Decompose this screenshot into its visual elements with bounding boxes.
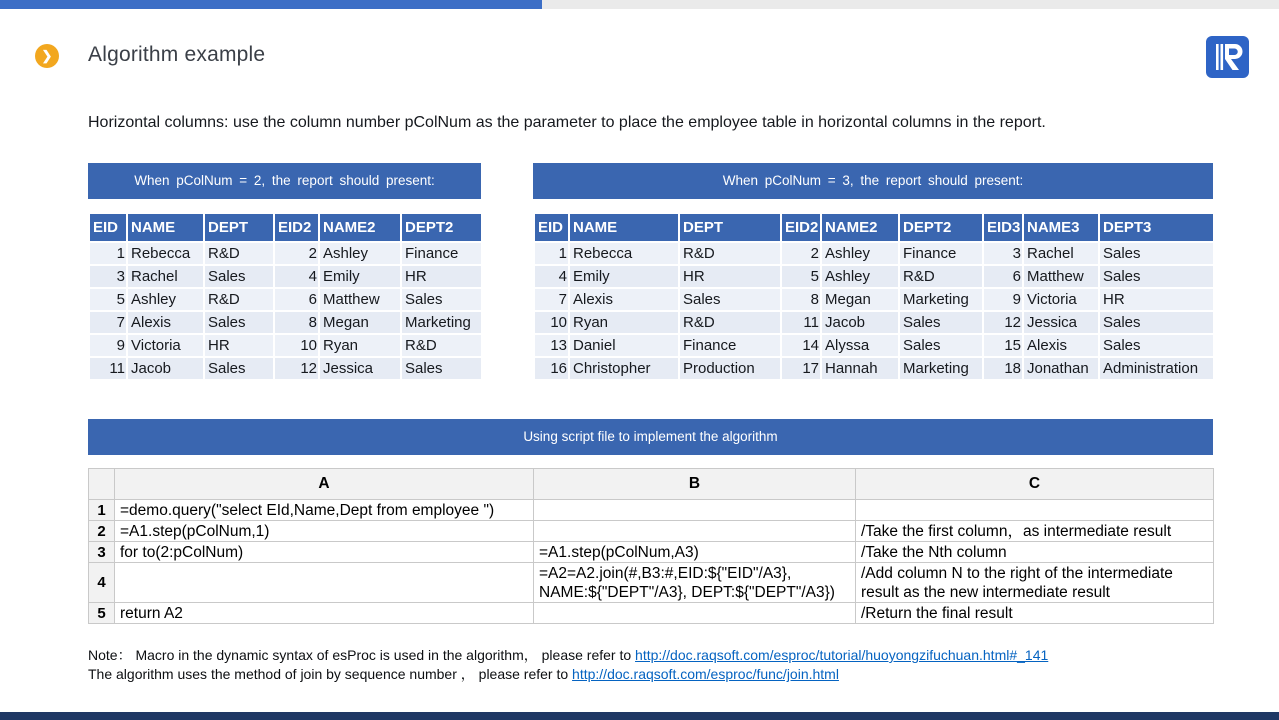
table-row [89, 311, 482, 334]
text-cell: HR [401, 265, 482, 288]
cell-b2 [534, 521, 856, 542]
text-cell: Alexis [569, 288, 679, 311]
text-cell: Hannah [821, 357, 899, 380]
text-cell: Emily [319, 265, 401, 288]
text-cell: Jessica [319, 357, 401, 380]
row-number: 4 [89, 563, 115, 603]
text-cell: Matthew [1023, 265, 1099, 288]
text-cell: Rachel [127, 265, 204, 288]
cell-b5 [534, 603, 856, 624]
eid-cell: 10 [534, 311, 569, 334]
note-line1-text: Note： Macro in the dynamic syntax of esProc is used in the algorithm， please refer to [88, 647, 636, 663]
grid-row [89, 500, 1214, 521]
text-cell: R&D [679, 242, 781, 265]
eid-cell: 11 [781, 311, 821, 334]
text-cell: Daniel [569, 334, 679, 357]
text-cell: Sales [1099, 265, 1214, 288]
text-cell: Rebecca [569, 242, 679, 265]
text-cell: R&D [204, 288, 274, 311]
pcolnum3-banner: When pColNum = 3, the report should present: [533, 163, 1213, 199]
text-cell: Christopher [569, 357, 679, 380]
cell-c2: /Take the first column，as intermediate result [856, 521, 1214, 542]
text-cell: Jacob [127, 357, 204, 380]
cell-a3: for to(2:pColNum) [115, 542, 534, 563]
eid-cell: 17 [781, 357, 821, 380]
cell-c3: /Take the Nth column [856, 542, 1214, 563]
cell-a4 [115, 563, 534, 603]
table-row [534, 288, 1214, 311]
pcolnum3-section [533, 163, 1213, 381]
text-cell: Alexis [127, 311, 204, 334]
row-number: 5 [89, 603, 115, 624]
header-row [89, 213, 482, 242]
text-cell: Ashley [319, 242, 401, 265]
column-header: DEPT2 [899, 213, 983, 242]
eid-cell: 5 [781, 265, 821, 288]
eid-cell: 18 [983, 357, 1023, 380]
text-cell: R&D [899, 265, 983, 288]
row-number: 2 [89, 521, 115, 542]
grid-corner-cell [89, 469, 115, 500]
footer-bar [0, 712, 1279, 720]
cell-a1: =demo.query("select EId,Name,Dept from employee ") [115, 500, 534, 521]
grid-column-header: A [115, 469, 534, 500]
column-header: EID3 [983, 213, 1023, 242]
note-block [88, 646, 1228, 684]
eid-cell: 15 [983, 334, 1023, 357]
column-header: EID2 [274, 213, 319, 242]
text-cell: Emily [569, 265, 679, 288]
top-accent-bar-blue [0, 0, 542, 9]
grid-row [89, 521, 1214, 542]
pcolnum2-banner: When pColNum = 2, the report should present: [88, 163, 481, 199]
column-header: EID2 [781, 213, 821, 242]
eid-cell: 6 [983, 265, 1023, 288]
header-row [534, 213, 1214, 242]
chevron-circle-icon: ❯ [35, 44, 59, 68]
employee-table-2 [88, 212, 483, 381]
text-cell: R&D [204, 242, 274, 265]
text-cell: Sales [899, 311, 983, 334]
text-cell: Matthew [319, 288, 401, 311]
text-cell: Victoria [127, 334, 204, 357]
grid-row [89, 542, 1214, 563]
page-title: Algorithm example [88, 43, 266, 66]
text-cell: HR [204, 334, 274, 357]
raqsoft-logo [1205, 36, 1250, 78]
eid-cell: 5 [89, 288, 127, 311]
text-cell: Ashley [821, 265, 899, 288]
eid-cell: 8 [781, 288, 821, 311]
eid-cell: 3 [89, 265, 127, 288]
note-line2-text: The algorithm uses the method of join by sequence number ， please refer to [88, 666, 573, 682]
grid-column-header: B [534, 469, 856, 500]
column-header: DEPT2 [401, 213, 482, 242]
text-cell: Administration [1099, 357, 1214, 380]
eid-cell: 12 [983, 311, 1023, 334]
eid-cell: 2 [274, 242, 319, 265]
top-accent-bar-gray [542, 0, 1279, 9]
note-line2-link[interactable]: http://doc.raqsoft.com/esproc/func/join.html [572, 666, 839, 682]
text-cell: Alyssa [821, 334, 899, 357]
cell-b1 [534, 500, 856, 521]
pcolnum2-section [88, 163, 481, 381]
grid-column-header: C [856, 469, 1214, 500]
eid-cell: 9 [89, 334, 127, 357]
table-row [89, 242, 482, 265]
table-row [534, 265, 1214, 288]
cell-b3: =A1.step(pColNum,A3) [534, 542, 856, 563]
column-header: EID [89, 213, 127, 242]
column-header: NAME [127, 213, 204, 242]
table-row [534, 334, 1214, 357]
table-row [89, 357, 482, 380]
eid-cell: 16 [534, 357, 569, 380]
text-cell: Rebecca [127, 242, 204, 265]
script-grid [88, 468, 1214, 624]
column-header: NAME [569, 213, 679, 242]
cell-a2: =A1.step(pColNum,1) [115, 521, 534, 542]
column-header: EID [534, 213, 569, 242]
cell-c1 [856, 500, 1214, 521]
text-cell: R&D [401, 334, 482, 357]
text-cell: Production [679, 357, 781, 380]
text-cell: Sales [204, 357, 274, 380]
note-line1-link[interactable]: http://doc.raqsoft.com/esproc/tutorial/huoyongzifuchuan.html#_141 [635, 647, 1049, 663]
column-header: DEPT3 [1099, 213, 1214, 242]
column-header: DEPT [679, 213, 781, 242]
table-row [534, 357, 1214, 380]
text-cell: Sales [204, 265, 274, 288]
text-cell: Jessica [1023, 311, 1099, 334]
text-cell: Rachel [1023, 242, 1099, 265]
text-cell: Sales [401, 288, 482, 311]
text-cell: HR [1099, 288, 1214, 311]
text-cell: Ashley [127, 288, 204, 311]
grid-row [89, 603, 1214, 624]
text-cell: Sales [1099, 334, 1214, 357]
eid-cell: 7 [89, 311, 127, 334]
eid-cell: 14 [781, 334, 821, 357]
column-header: DEPT [204, 213, 274, 242]
table-row [89, 265, 482, 288]
column-header: NAME3 [1023, 213, 1099, 242]
table-row [534, 311, 1214, 334]
text-cell: Sales [899, 334, 983, 357]
script-banner: Using script file to implement the algorithm [88, 419, 1213, 455]
text-cell: R&D [679, 311, 781, 334]
eid-cell: 1 [534, 242, 569, 265]
text-cell: Marketing [401, 311, 482, 334]
cell-b4: =A2=A2.join(#,B3:#,EID:${"EID"/A3}, NAME:${"DEPT"/A3}, DEPT:${"DEPT"/A3}) [534, 563, 856, 603]
text-cell: Sales [1099, 242, 1214, 265]
text-cell: Ryan [319, 334, 401, 357]
eid-cell: 12 [274, 357, 319, 380]
eid-cell: 4 [274, 265, 319, 288]
description: Horizontal columns: use the column number pColNum as the parameter to place the employee table in horizontal columns in the report. [88, 114, 1046, 131]
text-cell: Sales [679, 288, 781, 311]
text-cell: Sales [204, 311, 274, 334]
table-row [534, 242, 1214, 265]
eid-cell: 10 [274, 334, 319, 357]
text-cell: Ryan [569, 311, 679, 334]
text-cell: Marketing [899, 357, 983, 380]
text-cell: Megan [319, 311, 401, 334]
row-number: 1 [89, 500, 115, 521]
eid-cell: 13 [534, 334, 569, 357]
eid-cell: 7 [534, 288, 569, 311]
text-cell: Jacob [821, 311, 899, 334]
eid-cell: 4 [534, 265, 569, 288]
grid-column-headers [89, 469, 1214, 500]
table-row [89, 288, 482, 311]
text-cell: Victoria [1023, 288, 1099, 311]
eid-cell: 3 [983, 242, 1023, 265]
text-cell: Marketing [899, 288, 983, 311]
eid-cell: 2 [781, 242, 821, 265]
column-header: NAME2 [821, 213, 899, 242]
text-cell: Ashley [821, 242, 899, 265]
eid-cell: 8 [274, 311, 319, 334]
text-cell: Alexis [1023, 334, 1099, 357]
cell-a5: return A2 [115, 603, 534, 624]
text-cell: Megan [821, 288, 899, 311]
row-number: 3 [89, 542, 115, 563]
cell-c5: /Return the final result [856, 603, 1214, 624]
eid-cell: 1 [89, 242, 127, 265]
text-cell: Finance [401, 242, 482, 265]
eid-cell: 11 [89, 357, 127, 380]
text-cell: HR [679, 265, 781, 288]
table-row [89, 334, 482, 357]
text-cell: Sales [401, 357, 482, 380]
employee-table-3 [533, 212, 1215, 381]
eid-cell: 9 [983, 288, 1023, 311]
text-cell: Finance [679, 334, 781, 357]
eid-cell: 6 [274, 288, 319, 311]
grid-row [89, 563, 1214, 603]
column-header: NAME2 [319, 213, 401, 242]
text-cell: Finance [899, 242, 983, 265]
cell-c4: /Add column N to the right of the intermediate result as the new intermediate result [856, 563, 1214, 603]
text-cell: Jonathan [1023, 357, 1099, 380]
text-cell: Sales [1099, 311, 1214, 334]
